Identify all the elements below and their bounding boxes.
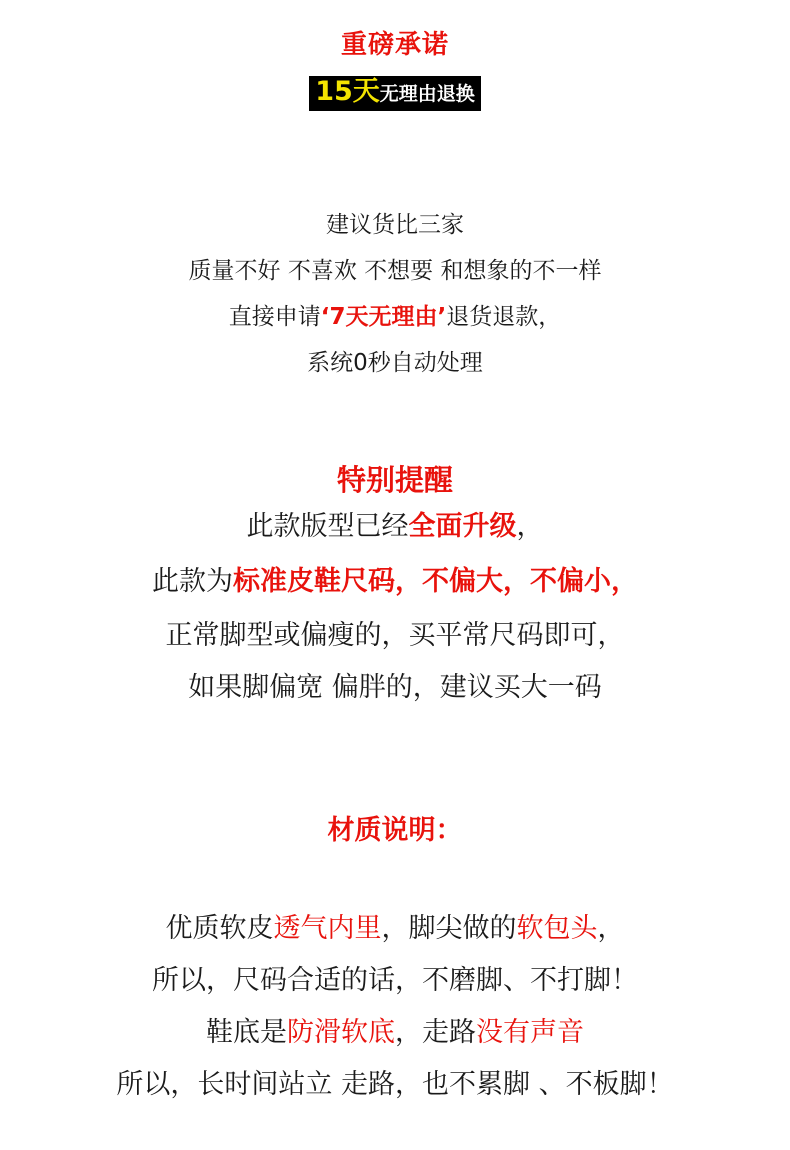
material-title: 材质说明：	[327, 815, 463, 846]
promise-title: 重磅承诺	[340, 30, 449, 60]
material-line-1-c: ，脚尖做的	[381, 913, 517, 944]
reminder-line-1	[0, 500, 790, 554]
material-line-3	[0, 1006, 790, 1060]
badge-days: 15天	[315, 76, 380, 107]
advice-line-3	[0, 294, 790, 340]
reminder-line-4: 如果脚偏宽 偏胖的，建议买大一码	[188, 672, 602, 703]
advice-line-3-post: 退货退款，	[446, 304, 562, 330]
reminder-line-1-post: ，	[516, 511, 544, 542]
material-line-1-e: ，	[597, 913, 625, 944]
return-policy-badge	[309, 76, 481, 111]
reminder-line-2-highlight: 标准皮鞋尺码，不偏大，不偏小，	[233, 566, 638, 597]
material-line-3-b: 防滑软底	[287, 1017, 395, 1048]
material-line-3-a: 鞋底是	[206, 1017, 287, 1048]
material-line-1	[0, 902, 790, 956]
reminder-line-1-pre: 此款版型已经	[246, 511, 409, 542]
badge-text: 无理由退换	[379, 83, 475, 105]
advice-line-3-pre: 直接申请	[228, 304, 321, 330]
reminder-line-2-pre: 此款为	[152, 566, 233, 597]
material-line-1-a: 优质软皮	[165, 913, 274, 944]
advice-line-2: 质量不好 不喜欢 不想要 和想象的不一样	[188, 258, 602, 284]
reminder-line-3: 正常脚型或偏瘦的，买平常尺码即可，	[165, 620, 625, 651]
advice-line-1: 建议货比三家	[326, 212, 464, 238]
material-line-1-b: 透气内里	[273, 913, 382, 944]
advice-line-4: 系统0秒自动处理	[307, 350, 483, 376]
material-line-2: 所以，尺码合适的话，不磨脚、不打脚！	[152, 965, 638, 996]
advice-line-3-highlight: ‘7天无理由’	[320, 304, 447, 330]
reminder-line-2	[0, 555, 790, 609]
promise-badge	[0, 76, 790, 111]
material-line-1-d: 软包头	[516, 913, 598, 944]
material-line-4: 所以，长时间站立 走路，也不累脚 、不板脚！	[116, 1069, 674, 1100]
material-line-3-c: ，走路	[395, 1017, 476, 1048]
reminder-title: 特别提醒	[336, 463, 453, 497]
reminder-line-1-highlight: 全面升级	[408, 511, 517, 542]
material-line-3-d: 没有声音	[476, 1017, 584, 1048]
